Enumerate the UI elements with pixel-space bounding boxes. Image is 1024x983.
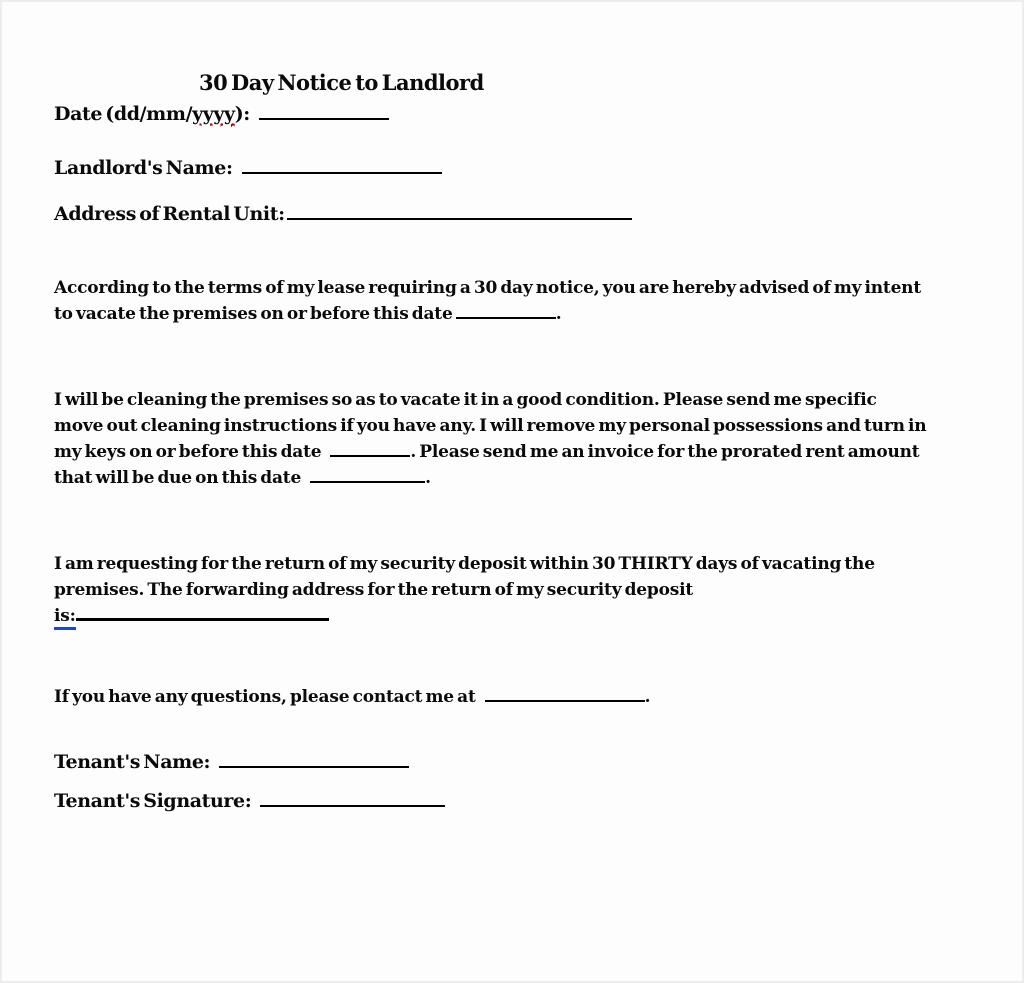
landlord-name-field-row <box>54 157 442 179</box>
contact-period: . <box>644 687 651 707</box>
intent-word: or <box>286 304 307 324</box>
intent-line-2 <box>54 301 951 327</box>
cleaning-line-3 <box>54 439 951 465</box>
deposit-line-2: premises. The forwarding address for the return of my security deposit <box>54 580 694 600</box>
keys-date-label: my keys on or before this date <box>54 442 322 462</box>
rental-address-label: Address of Rental Unit: <box>54 203 285 225</box>
intent-word: to <box>54 304 73 324</box>
rental-address-field-row <box>54 203 632 225</box>
vacate-date-input-blank[interactable] <box>456 302 556 319</box>
cleaning-paragraph <box>54 387 951 491</box>
page-title: 30 Day Notice to Landlord <box>199 70 484 95</box>
date-label-pre: Date (dd/mm/ <box>54 103 193 125</box>
due-date-label: that will be due on this date <box>54 468 302 488</box>
landlord-name-input-blank[interactable] <box>242 157 442 174</box>
intent-period: . <box>555 304 562 324</box>
intent-word: on <box>260 304 284 324</box>
is-label-grammar-flagged: is: <box>54 606 76 630</box>
intent-word: this <box>373 304 409 324</box>
intent-word: the <box>138 304 170 324</box>
deposit-line-1: I am requesting for the return of my security deposit within 30 THIRTY days of vacating the <box>54 554 875 574</box>
intent-word: vacate <box>76 304 136 324</box>
cleaning-line-2: move out cleaning instructions if you have any. I will remove my personal possessions and turn in <box>54 416 927 436</box>
cleaning-line-1: I will be cleaning the premises so as to vacate it in a good condition. Please send me specific <box>54 390 877 410</box>
tenant-signature-field-row <box>54 790 445 812</box>
forwarding-address-input-blank[interactable] <box>76 603 329 621</box>
due-date-input-blank[interactable] <box>310 466 425 483</box>
landlord-name-label: Landlord's Name: <box>54 157 233 179</box>
date-label-post: ): <box>234 103 250 125</box>
contact-input-blank[interactable] <box>485 685 645 702</box>
keys-date-input-blank[interactable] <box>330 440 410 457</box>
intent-word: date <box>411 304 453 324</box>
cleaning-period: . <box>425 468 431 488</box>
tenant-name-input-blank[interactable] <box>219 751 409 768</box>
contact-line <box>54 684 951 710</box>
date-label-misspelled: yyyy <box>192 103 235 125</box>
deposit-line-3 <box>54 603 951 629</box>
intent-date-blank-group <box>456 304 562 324</box>
tenant-name-label: Tenant's Name: <box>54 751 211 773</box>
intent-line-1: According to the terms of my lease requiring a 30 day notice, you are hereby advised of my intent <box>54 278 921 298</box>
tenant-name-field-row <box>54 751 409 773</box>
intent-word: before <box>309 304 370 324</box>
cleaning-line-4 <box>54 465 951 491</box>
rental-address-input-blank[interactable] <box>287 203 632 220</box>
date-input-blank[interactable] <box>259 103 389 120</box>
deposit-paragraph <box>54 551 951 629</box>
invoice-text: . Please send me an invoice for the prorated rent amount <box>410 442 920 462</box>
intent-paragraph <box>54 275 951 327</box>
date-field-row <box>54 103 389 125</box>
tenant-signature-label: Tenant's Signature: <box>54 790 252 812</box>
contact-paragraph <box>54 684 951 710</box>
date-label <box>54 103 250 125</box>
intent-word: premises <box>172 304 258 324</box>
contact-label: If you have any questions, please contact me at <box>54 687 476 707</box>
tenant-signature-input-blank[interactable] <box>260 790 445 807</box>
